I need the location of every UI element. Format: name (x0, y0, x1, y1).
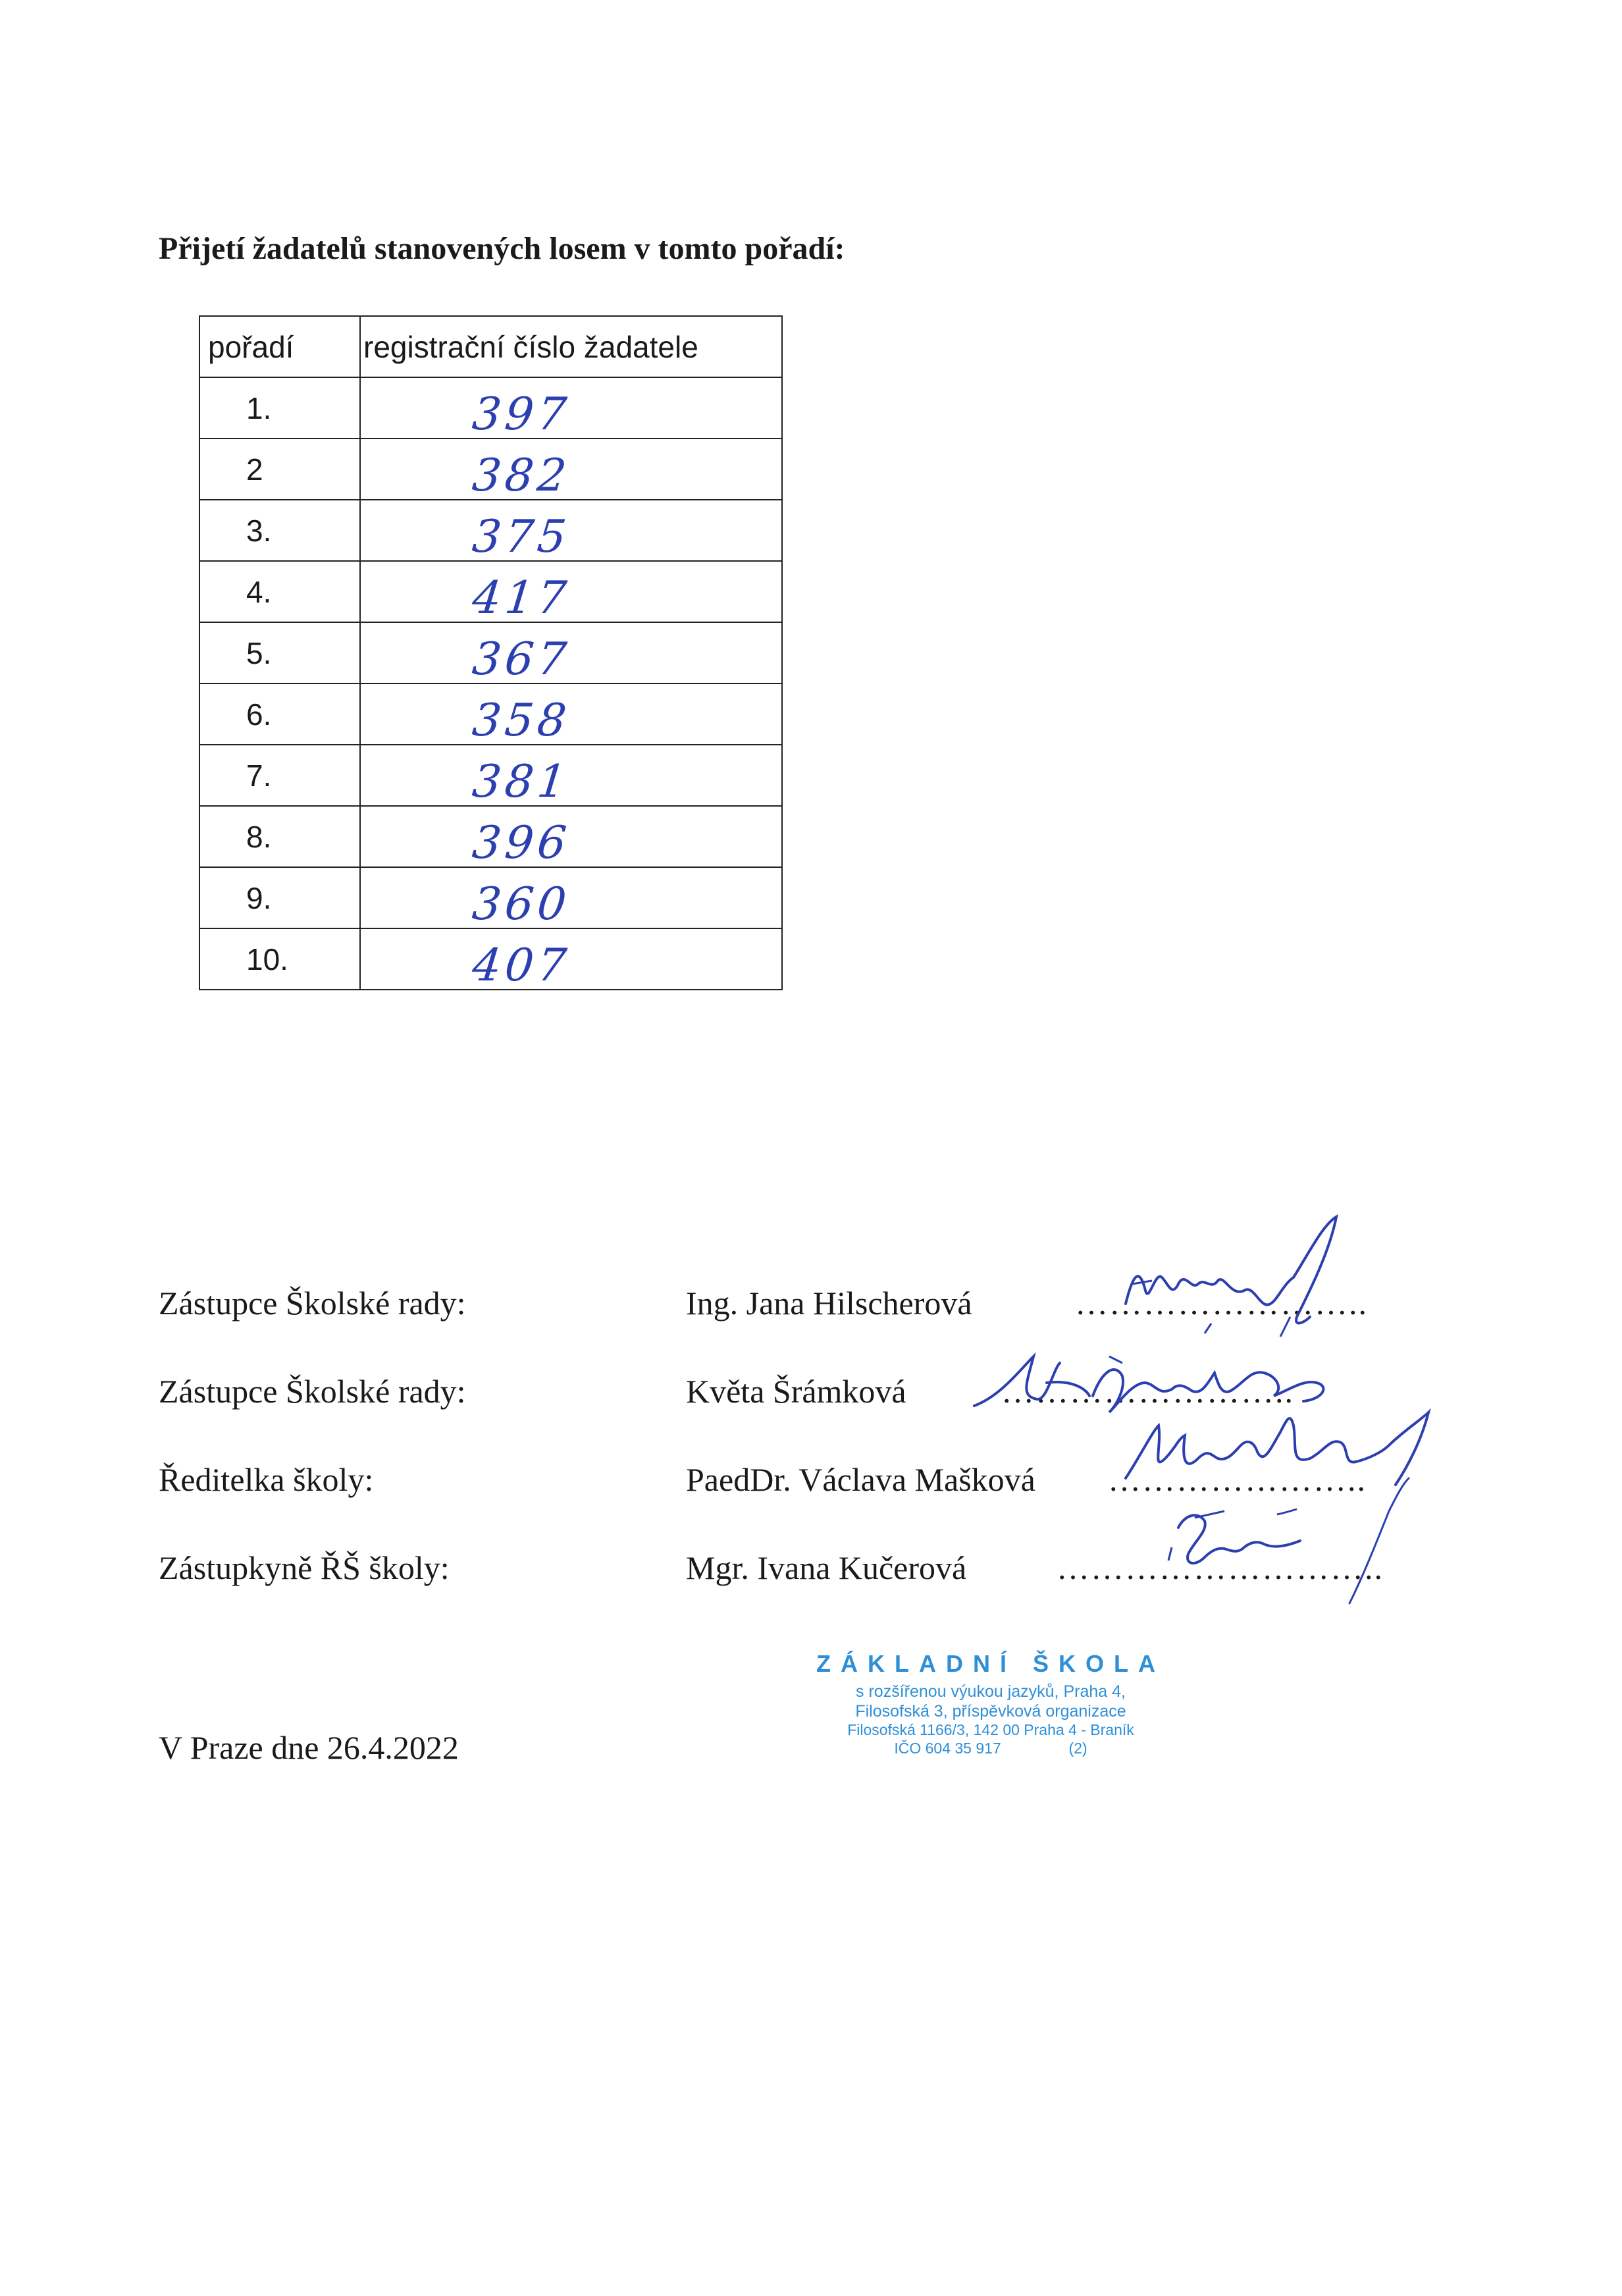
signatory-role: Zástupce Školské rady: (159, 1373, 466, 1410)
handwritten-registration-number: 397 (469, 388, 573, 441)
order-cell: 1. (199, 377, 360, 439)
signature-kucerova-icon (1132, 1501, 1330, 1593)
order-cell: 10. (199, 928, 360, 990)
order-cell: 2 (199, 439, 360, 500)
order-cell: 8. (199, 806, 360, 867)
handwritten-registration-number: 381 (469, 756, 573, 808)
table-row (199, 867, 782, 928)
column-header-registration: registrační číslo žadatele (360, 316, 782, 377)
order-cell: 6. (199, 683, 360, 745)
handwritten-registration-number: 375 (469, 511, 573, 563)
stamp-line: Filosofská 3, příspěvková organizace (855, 1702, 1126, 1721)
signature-line: …………………….. (1075, 1285, 1368, 1322)
signatory-role: Ředitelka školy: (159, 1461, 374, 1498)
registration-cell (360, 622, 782, 683)
registration-cell (360, 377, 782, 439)
table-row (199, 683, 782, 745)
registration-cell (360, 867, 782, 928)
signature-line: ………………….. (1108, 1461, 1367, 1498)
table-row (199, 439, 782, 500)
registration-cell (360, 683, 782, 745)
handwritten-registration-number: 417 (469, 572, 573, 624)
table-row (199, 928, 782, 990)
order-cell: 3. (199, 500, 360, 561)
handwritten-registration-number: 358 (469, 695, 573, 747)
handwritten-registration-number: 367 (469, 633, 573, 685)
signatory-name: Květa Šrámková (686, 1373, 906, 1410)
date-line: V Praze dne 26.4.2022 (159, 1729, 459, 1766)
signatory-name: Mgr. Ivana Kučerová (686, 1549, 967, 1586)
stamp-line: Filosofská 1166/3, 142 00 Praha 4 - Braník (847, 1721, 1134, 1739)
signature-hilscherova-icon (1112, 1212, 1389, 1343)
handwritten-registration-number: 396 (469, 817, 573, 869)
table-row (199, 806, 782, 867)
signatory-role: Zástupce Školské rady: (159, 1285, 466, 1322)
table-row (199, 561, 782, 622)
registration-cell (360, 928, 782, 990)
order-cell: 5. (199, 622, 360, 683)
handwritten-registration-number: 382 (469, 450, 573, 502)
lottery-order-table (199, 315, 783, 990)
table-row (199, 500, 782, 561)
table-row (199, 745, 782, 806)
registration-cell (360, 806, 782, 867)
stamp-line: s rozšířenou výukou jazyků, Praha 4, (856, 1682, 1126, 1701)
signatory-role: Zástupkyně ŘŠ školy: (159, 1549, 450, 1586)
registration-cell (360, 561, 782, 622)
signatory-name: Ing. Jana Hilscherová (686, 1285, 972, 1322)
signature-line: ……………………….. (1057, 1549, 1384, 1586)
stamp-ico: IČO 604 35 917 (894, 1739, 1001, 1757)
table-row (199, 377, 782, 439)
signatory-name: PaedDr. Václava Mašková (686, 1461, 1035, 1498)
order-cell: 4. (199, 561, 360, 622)
page-heading: Přijetí žadatelů stanovených losem v tomto pořadí: (159, 231, 845, 266)
registration-cell (360, 439, 782, 500)
school-stamp (793, 1649, 1188, 1757)
table-row (199, 622, 782, 683)
registration-cell (360, 500, 782, 561)
handwritten-registration-number: 360 (469, 878, 573, 930)
column-header-order: pořadí (199, 316, 360, 377)
stamp-title: ZÁKLADNÍ ŠKOLA (816, 1650, 1165, 1677)
stamp-suffix: (2) (1068, 1739, 1087, 1757)
handwritten-registration-number: 407 (469, 940, 573, 992)
stamp-line (793, 1740, 1188, 1758)
order-cell: 9. (199, 867, 360, 928)
registration-cell (360, 745, 782, 806)
order-cell: 7. (199, 745, 360, 806)
table-header-row (199, 316, 782, 377)
signature-line: …………………….. (1001, 1373, 1294, 1410)
